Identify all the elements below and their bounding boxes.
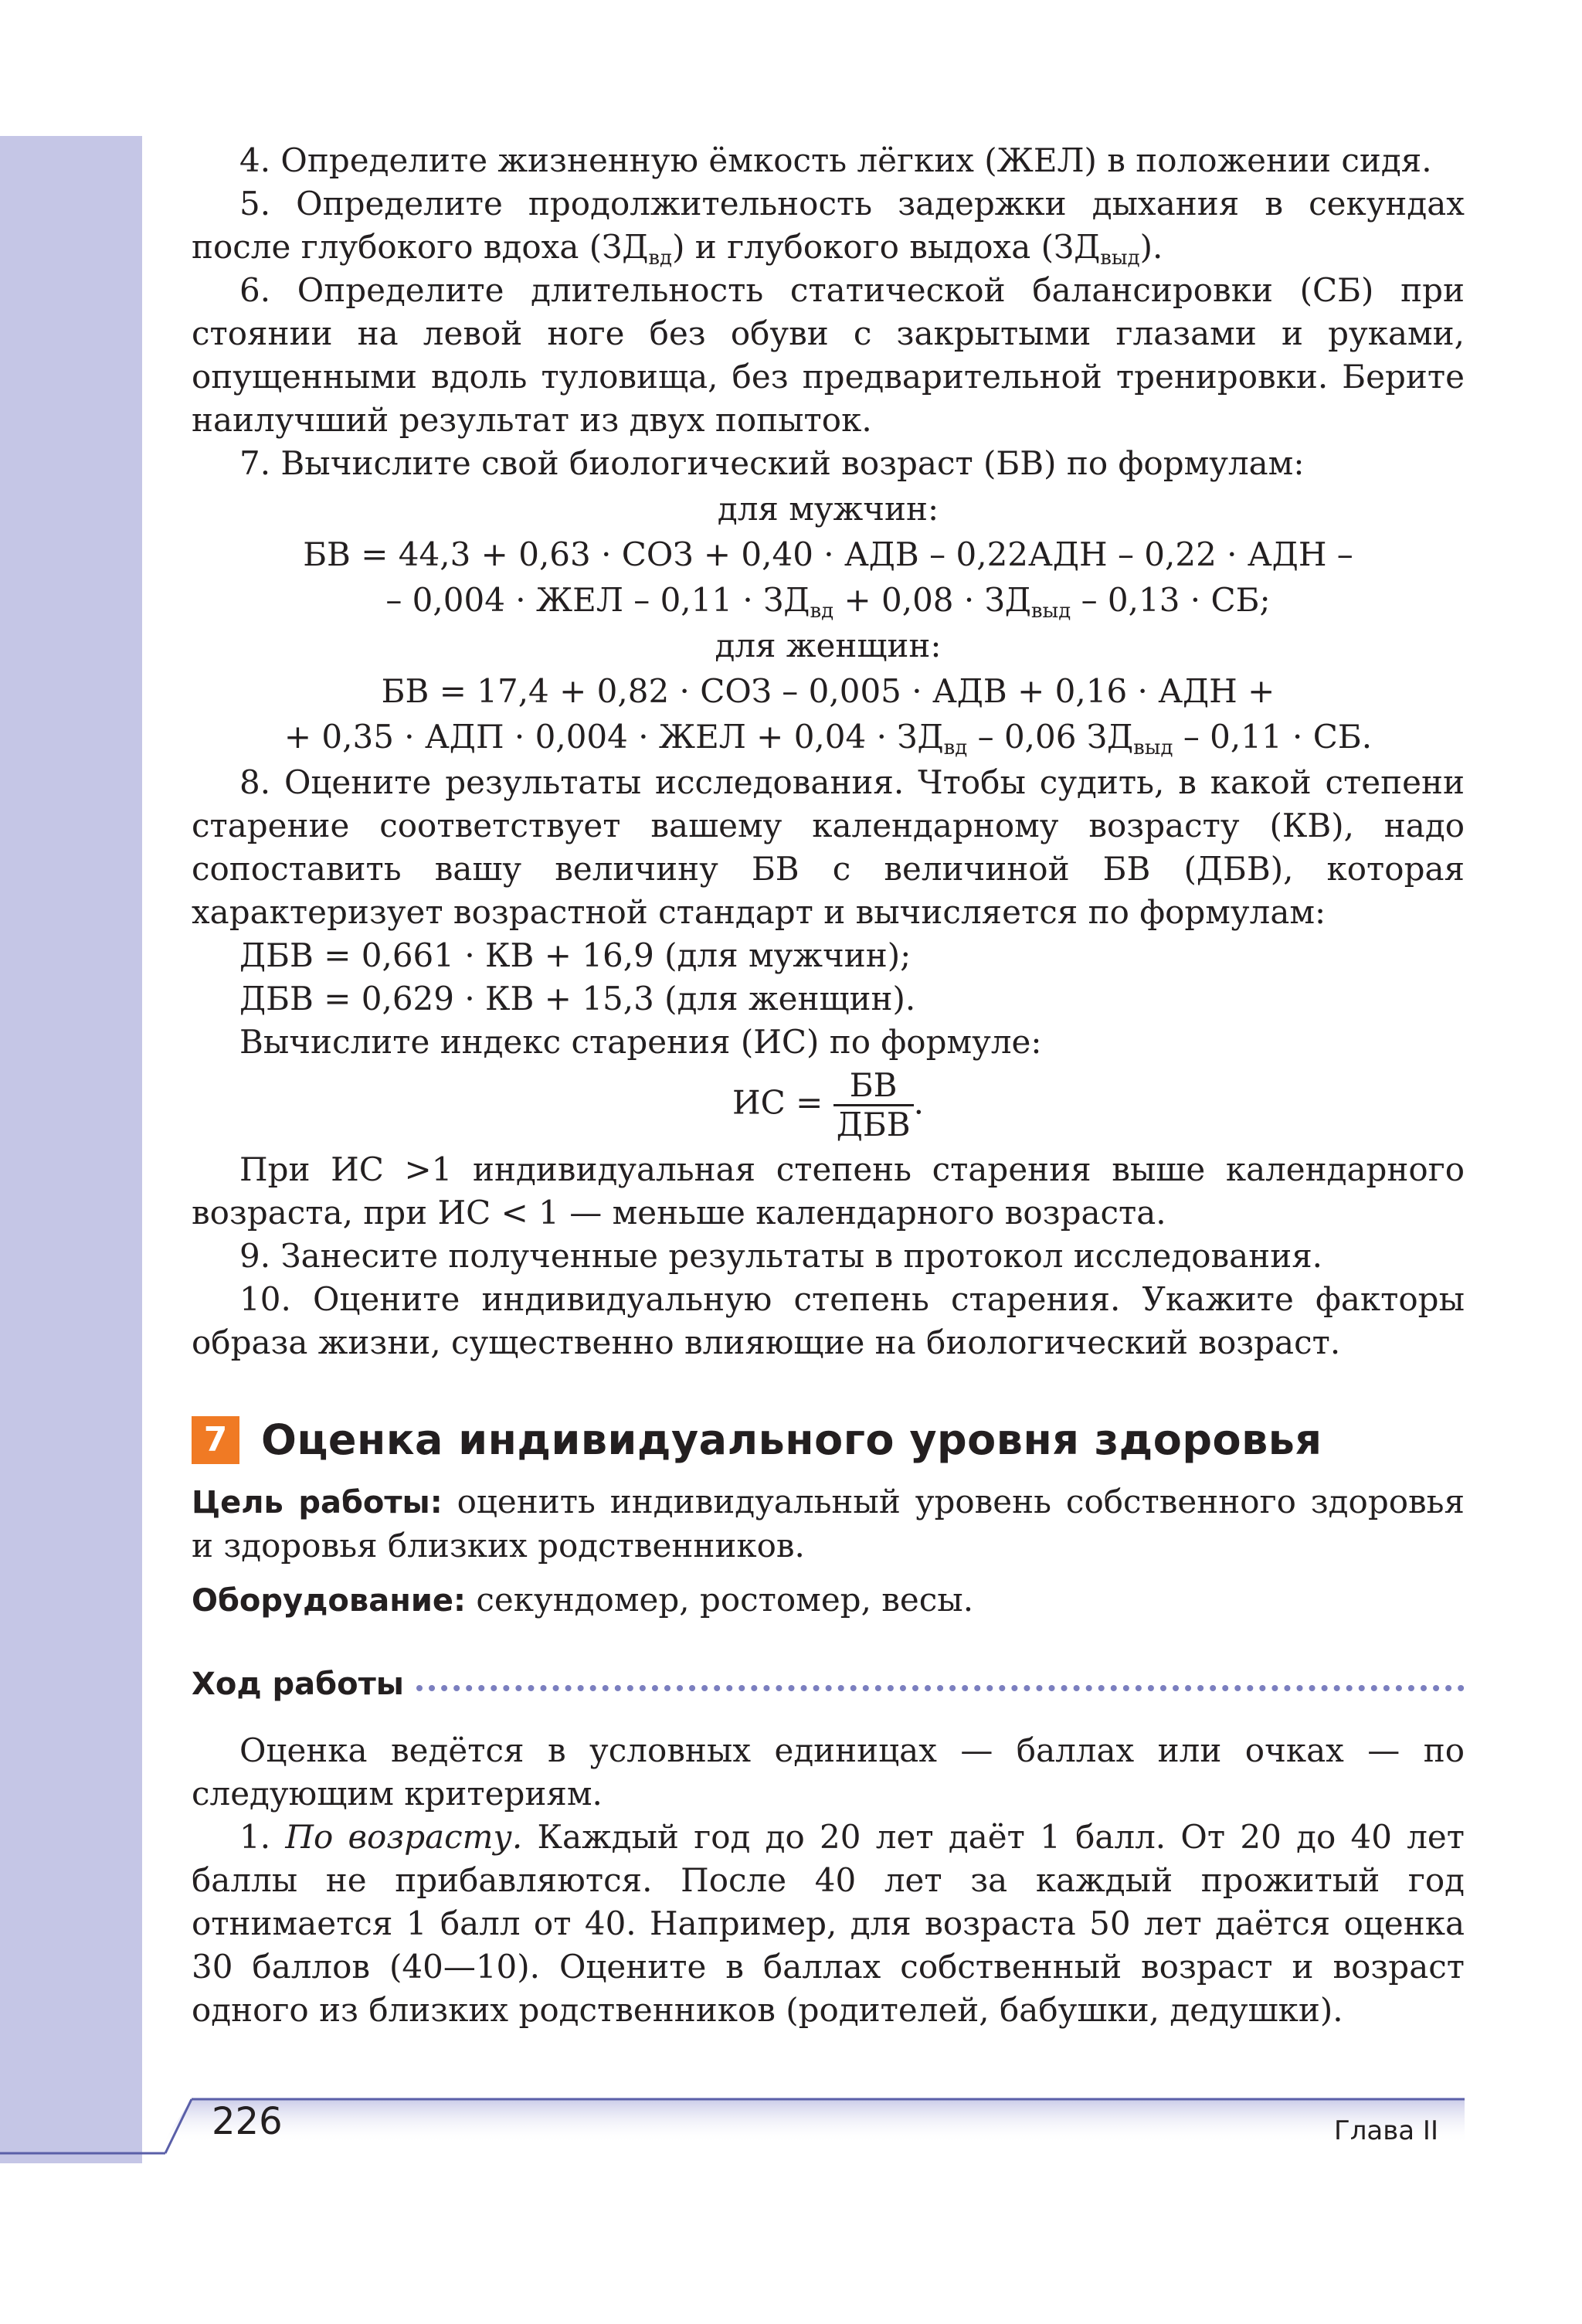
procedure-heading [192, 1663, 1465, 1706]
is-formula: ИС = $\frac{БВ}{\text{ДБВ}}$ . [732, 1066, 924, 1143]
item-4: 4. Определите жизненную ёмкость лёгких (ЖЕЛ) в положении сидя. [239, 141, 1432, 179]
section-heading [192, 1411, 1465, 1469]
item-9: 9. Занесите полученные результаты в протокол исследования. [239, 1237, 1323, 1275]
dbv-men-formula: ДБВ = 0,661 · КВ + 16,9 (для мужчин); [239, 936, 912, 974]
page-content [192, 139, 1465, 2032]
item-10: 10. Оцените индивидуальную степень старения. Укажите факторы образа жизни, существенно влияющие на биологический возраст. [192, 1280, 1465, 1361]
men-formula-line-1: БВ = 44,3 + 0,63 · СОЗ + 0,40 · АДВ – 0,22АДН – 0,22 · АДН – [303, 535, 1353, 573]
section-number-badge: 7 [192, 1416, 239, 1464]
goal-paragraph: Цель работы: оценить индивидуальный уровень собственного здоровья и здоровья близких родственников. [192, 1483, 1465, 1565]
procedure-intro: Оценка ведётся в условных единицах — баллах или очках — по следующим критериям. [192, 1731, 1465, 1813]
is-fraction: $\frac{БВ}{\text{ДБВ}}$ [833, 1067, 914, 1143]
section-title: Оценка индивидуального уровня здоровья [261, 1415, 1322, 1464]
page-number: 226 [212, 2100, 283, 2143]
men-label: для мужчин: [717, 490, 939, 528]
women-formula-line-2: + 0,35 · АДП · 0,004 · ЖЕЛ + $0,04 \cdot ЗД_{вд} - 0,06$ $ЗД_{выд} - 0,11$ · СБ. [283, 718, 1373, 759]
dbv-women-formula: ДБВ = 0,629 · КВ + 15,3 (для женщин). [239, 980, 916, 1018]
criterion-1: 1. По возрасту. Каждый год до 20 лет даёт 1 балл. От 20 до 40 лет баллы не прибавляются. После 40 лет за каждый прожитый год отнимается 1 балл от 40. Например, для возраста 50 лет даётся оценка 30 баллов (40—10). Оцените в баллах собственный возраст и возраст одного из близких родственников (родителей, бабушки, дедушки). [192, 1818, 1465, 2029]
procedure-heading-label: Ход работы [192, 1667, 404, 1702]
item-7: 7. Вычислите свой биологический возраст (БВ) по формулам: [239, 444, 1305, 482]
is-intro: Вычислите индекс старения (ИС) по формуле: [239, 1023, 1042, 1061]
is-note: При ИС >1 индивидуальная степень старения выше календарного возраста, при ИС < 1 — меньше календарного возраста. [192, 1150, 1465, 1232]
goal-label: Цель работы: [192, 1485, 443, 1520]
item-8: 8. Оцените результаты исследования. Чтобы судить, в какой степени старение соответствует вашему календарному возрасту (КВ), надо сопоставить вашу величину БВ с величиной БВ (ДБВ), которая характеризует возрастной стандарт и вычисляется по формулам: [192, 763, 1465, 931]
item-6: 6. Определите длительность статической балансировки (СБ) при стоянии на левой ноге без обуви с закрытыми глазами и руками, опущенными вдоль туловища, без предварительной тренировки. Берите наилучший результат из двух попыток. [192, 271, 1465, 439]
chapter-label: Глава II [1333, 2115, 1438, 2146]
equipment-label: Оборудование: [192, 1583, 466, 1619]
men-formula-line-2: – 0,004 · ЖЕЛ – $0,11 \cdot ЗД_{вд} + 0,08 \cdot ЗД_{выд} - 0,13$ · СБ; [385, 581, 1271, 623]
side-margin-band [0, 136, 142, 2163]
women-label: для женщин: [715, 627, 942, 664]
dotted-rule [416, 1685, 1465, 1691]
item-5: 5. Определите продолжительность задержки дыхания в секундах после глубокого вдоха $(ЗД_{вд})$ и глубокого выдоха $(ЗД_{выд})$. [192, 185, 1465, 270]
women-formula-line-1: БВ = 17,4 + 0,82 · СОЗ – 0,005 · АДВ + 0,16 · АДН + [381, 672, 1275, 710]
equipment-paragraph: Оборудование: секундомер, ростомер, весы. [192, 1581, 974, 1619]
